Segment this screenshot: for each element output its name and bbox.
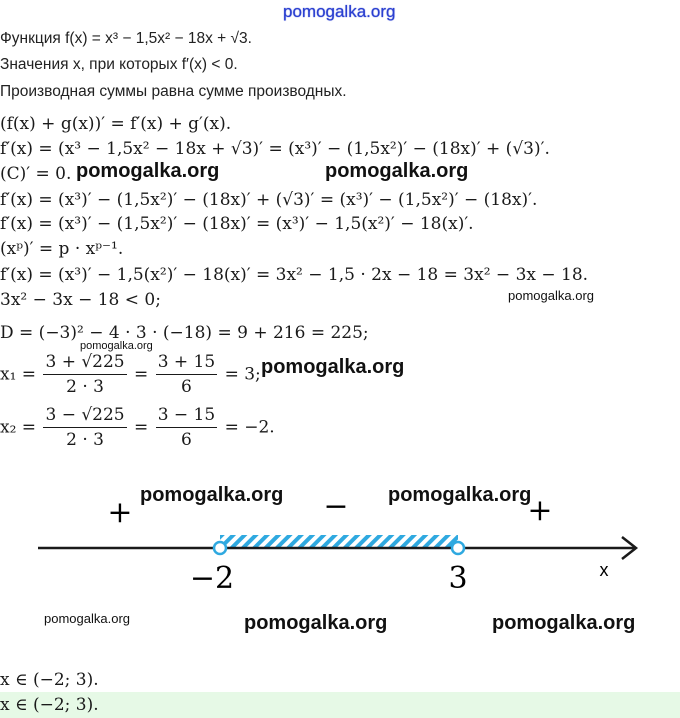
constant-rule: (C)′ = 0. [0, 164, 72, 184]
derivative-expansion: f′(x) = (x³ − 1,5x² − 18x + √3)′ = (x³)′ − (1,5x²)′ − (18x)′ + (√3)′. [0, 139, 550, 159]
answer-line-2: x ∈ (−2; 3). [0, 692, 680, 718]
watermark: pomogalka.org [388, 484, 532, 506]
open-point-right [452, 542, 464, 554]
sign-left: + [107, 495, 133, 530]
point-label-right: 3 [448, 561, 468, 596]
watermark: pomogalka.org [140, 484, 284, 506]
open-point-left [214, 542, 226, 554]
derivative-result: f′(x) = (x³)′ − 1,5(x²)′ − 18(x)′ = 3x² − 1,5 · 2x − 18 = 3x² − 3x − 18. [0, 265, 589, 285]
sum-rule-formula: (f(x) + g(x))′ = f′(x) + g′(x). [0, 114, 232, 134]
inequality: 3x² − 3x − 18 < 0; [0, 290, 161, 310]
root-x2: x₂ = $\frac{3 - √225}{2 \cdot 3}$ = $\frac{3 - 15}{6}$ = −2. [0, 405, 275, 450]
watermark-top: pomogalka.org [283, 2, 396, 21]
answer-line-1: x ∈ (−2; 3). [0, 670, 99, 690]
solution-interval-hatch [220, 535, 458, 548]
discriminant: D = (−3)² − 4 · 3 · (−18) = 9 + 216 = 225; [0, 323, 369, 343]
watermark: pomogalka.org [492, 612, 636, 634]
watermark: pomogalka.org [76, 160, 220, 182]
number-line [0, 460, 680, 610]
root-x1: x₁ = $\frac{3 + √225}{2 \cdot 3}$ = $\frac{3 + 15}{6}$ = 3; [0, 352, 261, 397]
sign-right: + [527, 493, 553, 528]
derivative-step-2: f′(x) = (x³)′ − (1,5x²)′ − (18x)′ = (x³)′ − 1,5(x²)′ − 18(x)′. [0, 214, 474, 234]
watermark: pomogalka.org [261, 356, 405, 378]
axis-label: x [599, 560, 609, 580]
sign-middle: − [323, 489, 349, 524]
function-statement: Функция f(x) = x³ − 1,5x² − 18x + √3. [0, 30, 252, 47]
derivative-step-1: f′(x) = (x³)′ − (1,5x²)′ − (18x)′ + (√3)′ = (x³)′ − (1,5x²)′ − (18x)′. [0, 190, 538, 210]
power-rule: (xᵖ)′ = p · xᵖ⁻¹. [0, 239, 124, 259]
watermark: pomogalka.org [80, 340, 153, 352]
rule-statement: Производная суммы равна сумме производных. [0, 83, 347, 100]
watermark: pomogalka.org [244, 612, 388, 634]
condition-statement: Значения x, при которых f′(x) < 0. [0, 56, 238, 73]
point-label-left: −2 [189, 561, 235, 596]
watermark: pomogalka.org [508, 288, 594, 303]
watermark: pomogalka.org [44, 611, 130, 626]
watermark: pomogalka.org [325, 160, 469, 182]
